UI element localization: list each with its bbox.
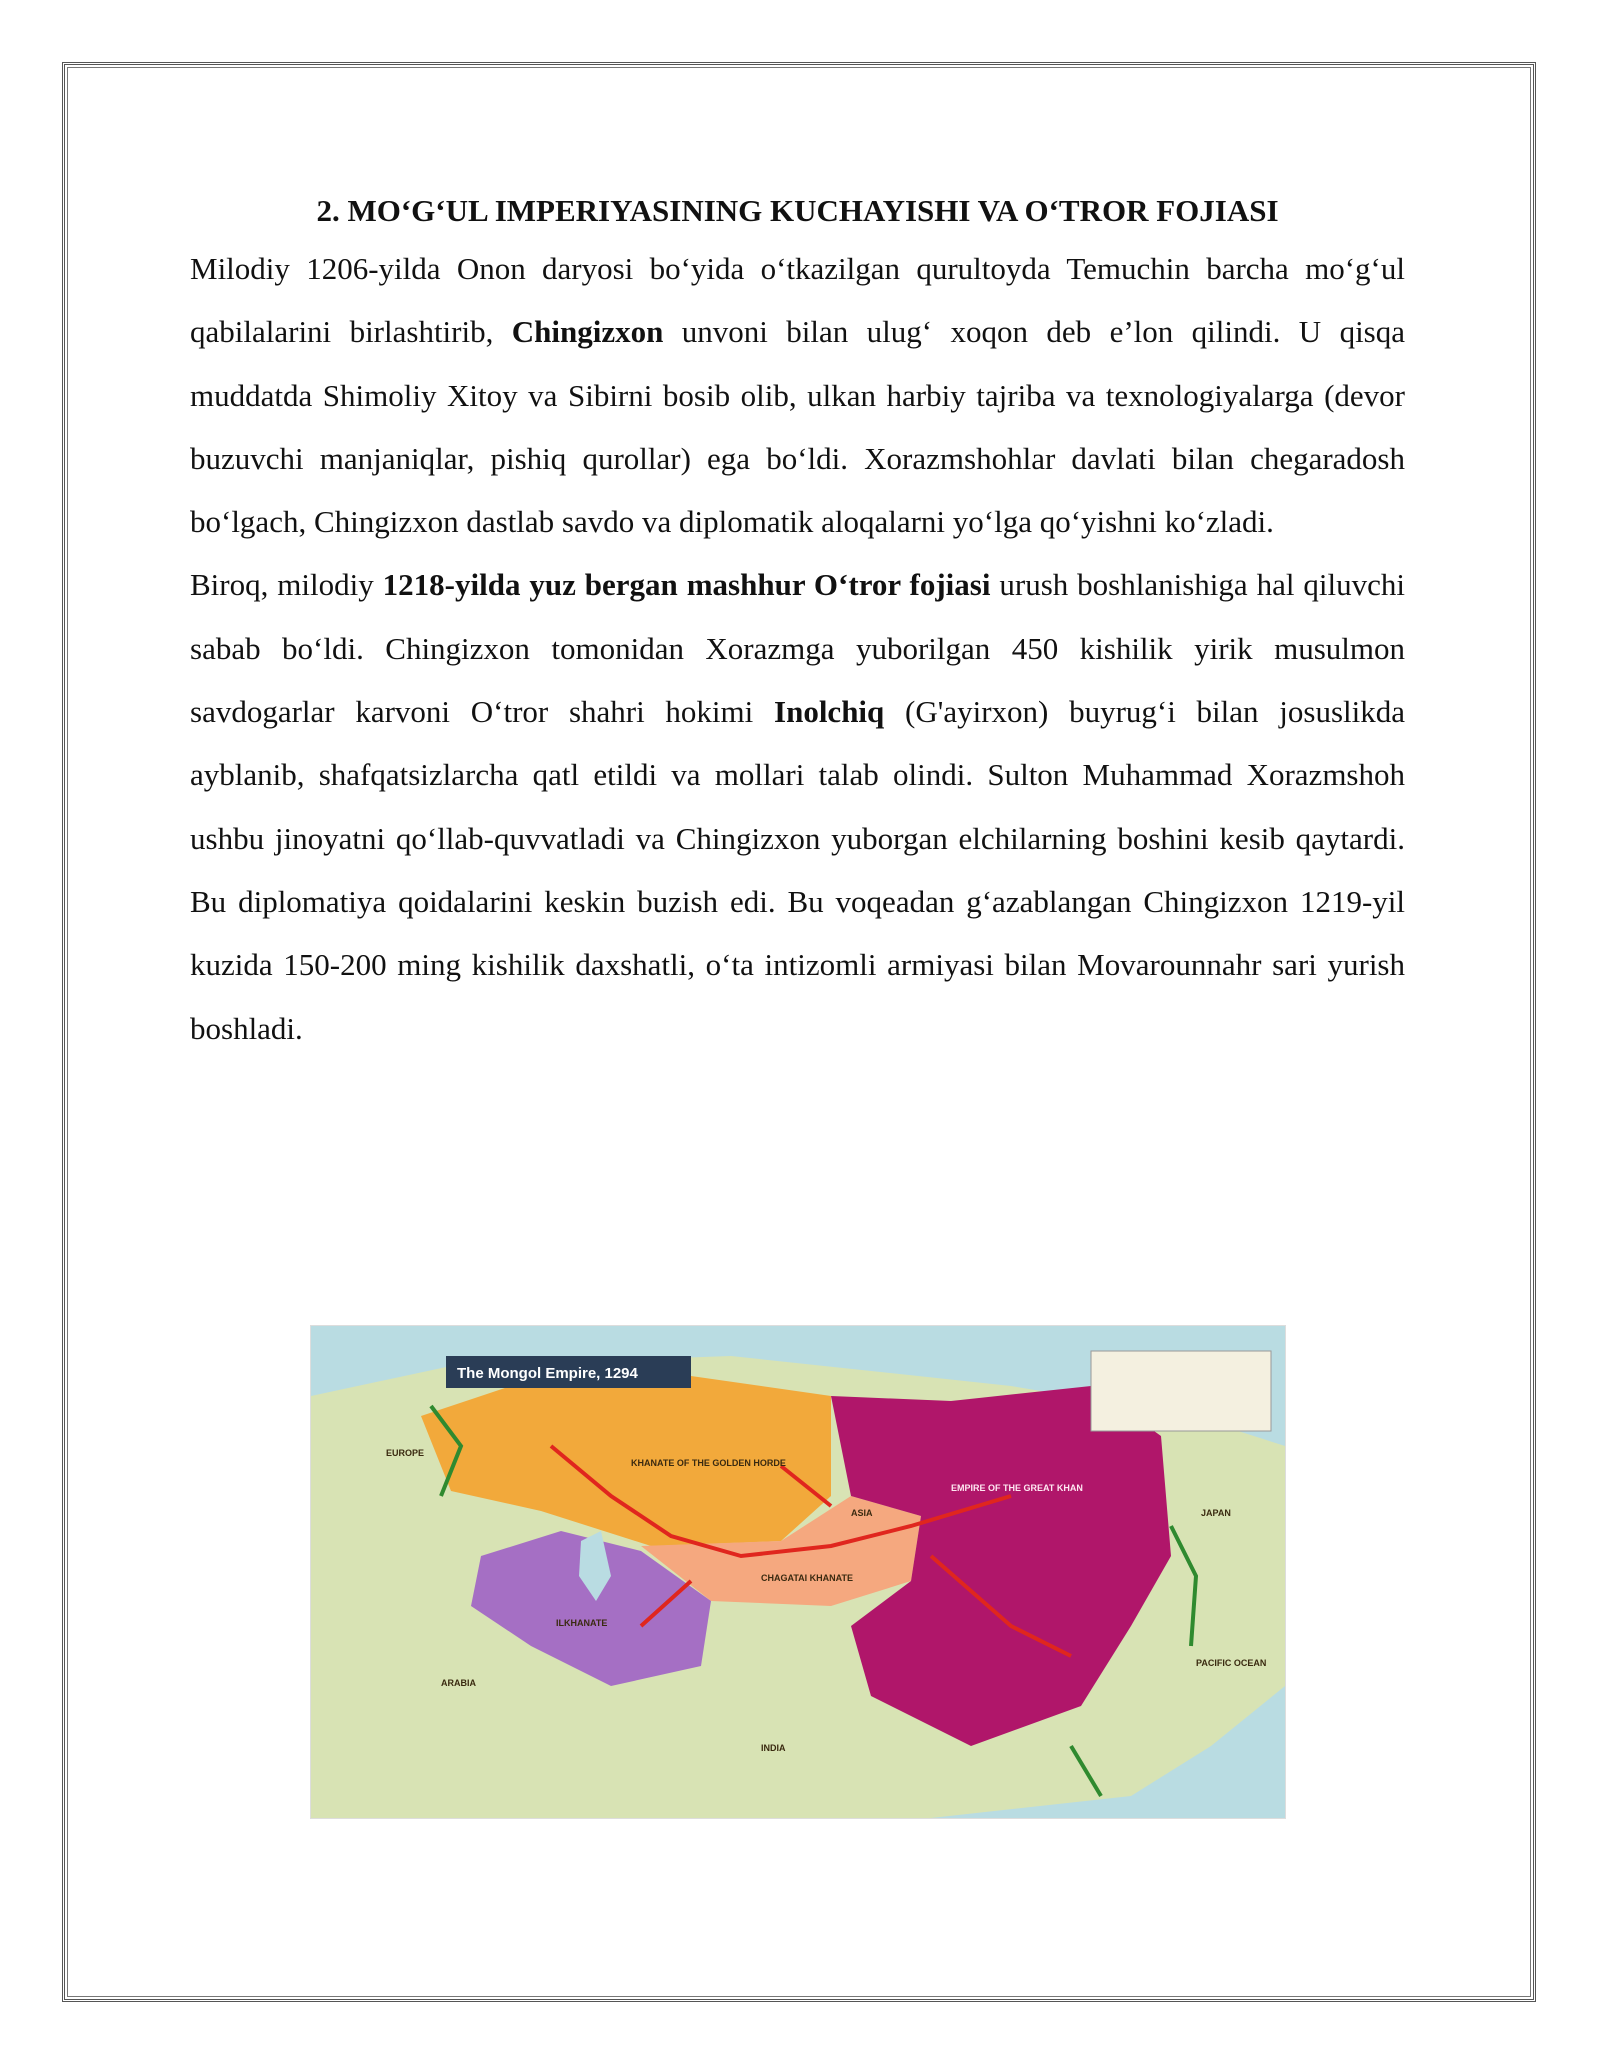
mongol-empire-map [310,1325,1286,1819]
section-heading: 2. MO‘G‘UL IMPERIYASINING KUCHAYISHI VA O‘TROR FOJIASI [316,193,1279,228]
label-great-khan: EMPIRE OF THE GREAT KHAN [951,1483,1083,1493]
map-title: The Mongol Empire, 1294 [457,1365,638,1382]
label-golden-horde: KHANATE OF THE GOLDEN HORDE [631,1458,786,1468]
bold-term-otror: 1218-yilda yuz bergan mashhur O‘tror fojiasi [382,567,991,603]
paragraph-2 [190,553,1405,1059]
label-arabia: ARABIA [441,1678,476,1688]
label-asia: ASIA [851,1508,873,1518]
bold-term-inolchiq: Inolchiq [774,694,885,730]
label-pacific: PACIFIC OCEAN [1196,1658,1267,1668]
paragraph-1 [190,237,1405,553]
map-illustration [311,1326,1285,1818]
text: Biroq, milodiy [190,567,383,603]
text: Milodiy 1206-yilda Onon daryosi bo‘yida o‘tkazilgan qurultoyda Temuchin barcha mo‘g‘ul qabilalarini birlashtirib, [190,251,1405,350]
label-japan: JAPAN [1201,1508,1231,1518]
bold-term-chingizxon: Chingizxon [511,314,664,350]
document-body [190,185,1405,1060]
label-europe: EUROPE [386,1448,425,1458]
map-legend [1091,1351,1271,1431]
text: unvoni bilan ulug‘ xoqon deb e’lon qilindi. U qisqa muddatda Shimoliy Xitoy va Sibirni bosib olib, ulkan harbiy tajriba va texnologiyalarga (devor buzuvchi manjaniqlar, pishiq qurollar) ega bo‘ldi. Xorazmshohlar davlati bilan chegaradosh bo‘lgach, Chingizxon dastlab savdo va diplomatik aloqalarni yo‘lga qo‘yishni ko‘zladi. [190,314,1406,540]
label-india: INDIA [761,1743,786,1753]
label-ilkhanate: ILKHANATE [556,1618,608,1628]
text: urush boshlanishiga hal qiluvchi sabab bo‘ldi. Chingizxon tomonidan Xorazmga yuborilgan 450 kishilik yirik musulmon savdogarlar karvoni O‘tror shahri hokimi [190,567,1405,730]
label-chagatai: CHAGATAI KHANATE [761,1573,853,1583]
text: (G'ayirxon) buyrug‘i bilan josuslikda ayblanib, shafqatsizlarcha qatl etildi va mollari talab olindi. Sulton Muhammad Xorazmshoh ushbu jinoyatni qo‘llab-quvvatladi va Chingizxon yuborgan elchilarning boshini kesib qaytardi. Bu diplomatiya qoidalarini keskin buzish edi. Bu voqeadan g‘azablangan Chingizxon 1219-yil kuzida 150-200 ming kishilik daxshatli, o‘ta intizomli armiyasi bilan Movarounnahr sari yurish boshladi. [190,694,1405,1046]
